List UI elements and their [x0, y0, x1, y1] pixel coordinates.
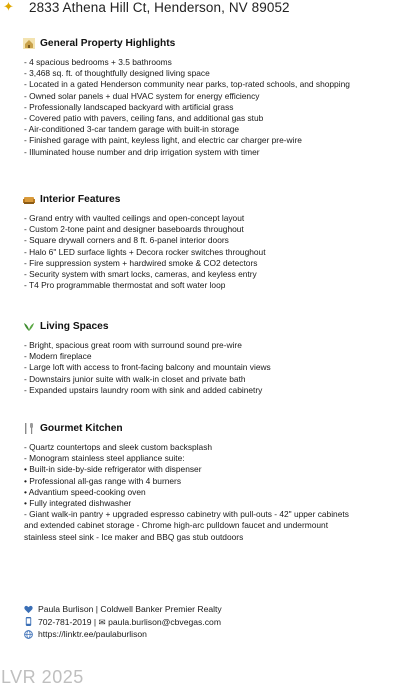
house-icon	[23, 38, 35, 49]
list-item: - Finished garage with paint, keyless light, and electric car charger pre-wire	[24, 135, 302, 146]
section-heading-text: Gourmet Kitchen	[40, 423, 123, 434]
living-spaces-list	[0, 340, 414, 396]
contact-block	[24, 603, 222, 641]
globe-icon	[24, 630, 33, 639]
list-item: - 3,468 sq. ft. of thoughtfully designed living space	[24, 68, 210, 79]
list-item: - Halo 6" LED surface lights + Decora rocker switches throughout	[24, 246, 266, 257]
section-heading	[23, 423, 414, 434]
list-item: • Built-in side-by-side refrigerator with dispenser	[24, 464, 202, 475]
title-row	[0, 0, 290, 17]
section-heading	[23, 38, 414, 49]
list-item: - Square drywall corners and 8 ft. 6-panel interior doors	[24, 235, 229, 246]
section-gourmet-kitchen	[0, 423, 414, 543]
list-item: - Giant walk-in pantry + upgraded espresso cabinetry with pull-outs - 42" upper cabinets and extended cabinet storage - Chrome high-arc pulldown faucet and undermount stainless steel sink - Ice maker and BBQ gas stub outdoors	[24, 509, 349, 542]
list-item: - Downstairs junior suite with walk-in closet and private bath	[24, 373, 246, 384]
list-item: - 4 spacious bedrooms + 3.5 bathrooms	[24, 57, 172, 67]
section-interior-features	[0, 194, 414, 291]
section-living-spaces	[0, 321, 414, 396]
list-item: - Custom 2-tone paint and designer baseboards throughout	[24, 224, 244, 235]
list-item: - Professionally landscaped backyard with artificial grass	[24, 101, 234, 112]
list-item: - Bright, spacious great room with surround sound pre-wire	[24, 340, 242, 350]
section-heading-text: Living Spaces	[40, 321, 109, 332]
agent-row	[24, 603, 222, 616]
interior-list	[0, 213, 414, 291]
kitchen-list	[0, 442, 414, 543]
plant-icon	[23, 321, 35, 332]
list-item: - Grand entry with vaulted ceilings and open-concept layout	[24, 213, 245, 223]
list-item: - Covered patio with pavers, ceiling fans, and additional gas stub	[24, 113, 264, 124]
list-item: - Located in a gated Henderson community near parks, top-rated schools, and shopping	[24, 79, 350, 90]
heart-icon	[24, 605, 33, 614]
phone-email-text[interactable]: 702-781-2019 | ✉ paula.burlison@cbvegas.com	[38, 616, 221, 627]
section-general-highlights	[0, 38, 414, 158]
list-item: - Security system with smart locks, cameras, and keyless entry	[24, 269, 257, 280]
list-item: • Advantium speed-cooking oven	[24, 486, 146, 497]
sparkles-icon: ✦	[3, 0, 14, 14]
list-item: - Owned solar panels + dual HVAC system for energy efficiency	[24, 90, 260, 101]
list-item: - Expanded upstairs laundry room with sink and added cabinetry	[24, 384, 263, 395]
list-item: - Modern fireplace	[24, 351, 92, 362]
list-item: • Fully integrated dishwasher	[24, 498, 132, 509]
list-item: - Air-conditioned 3-car tandem garage with built-in storage	[24, 124, 240, 135]
phone-email-row	[24, 616, 222, 629]
section-heading	[23, 194, 414, 205]
section-heading	[23, 321, 414, 332]
utensils-icon	[23, 423, 35, 434]
profile-link[interactable]: https://linktr.ee/paulaburlison	[38, 629, 147, 639]
list-item: - Fire suppression system + hardwired smoke & CO2 detectors	[24, 257, 258, 268]
sofa-icon	[23, 194, 35, 205]
section-heading-text: General Property Highlights	[40, 38, 176, 49]
list-item: - T4 Pro programmable thermostat and soft water loop	[24, 280, 226, 291]
list-item: • Professional all-gas range with 4 burners	[24, 475, 182, 486]
section-heading-text: Interior Features	[40, 194, 121, 205]
agent-name: Paula Burlison | Coldwell Banker Premier Realty	[38, 604, 222, 614]
link-row	[24, 628, 222, 641]
highlights-list	[0, 57, 414, 158]
list-item: - Large loft with access to front-facing balcony and mountain views	[24, 362, 271, 373]
page-title: 2833 Athena Hill Ct, Henderson, NV 89052	[29, 0, 290, 15]
phone-icon	[24, 617, 33, 626]
list-item: - Monogram stainless steel appliance suite:	[24, 453, 185, 464]
watermark: LVR 2025	[1, 667, 84, 687]
list-item: - Quartz countertops and sleek custom backsplash	[24, 442, 213, 452]
list-item: - Illuminated house number and drip irrigation system with timer	[24, 146, 260, 157]
